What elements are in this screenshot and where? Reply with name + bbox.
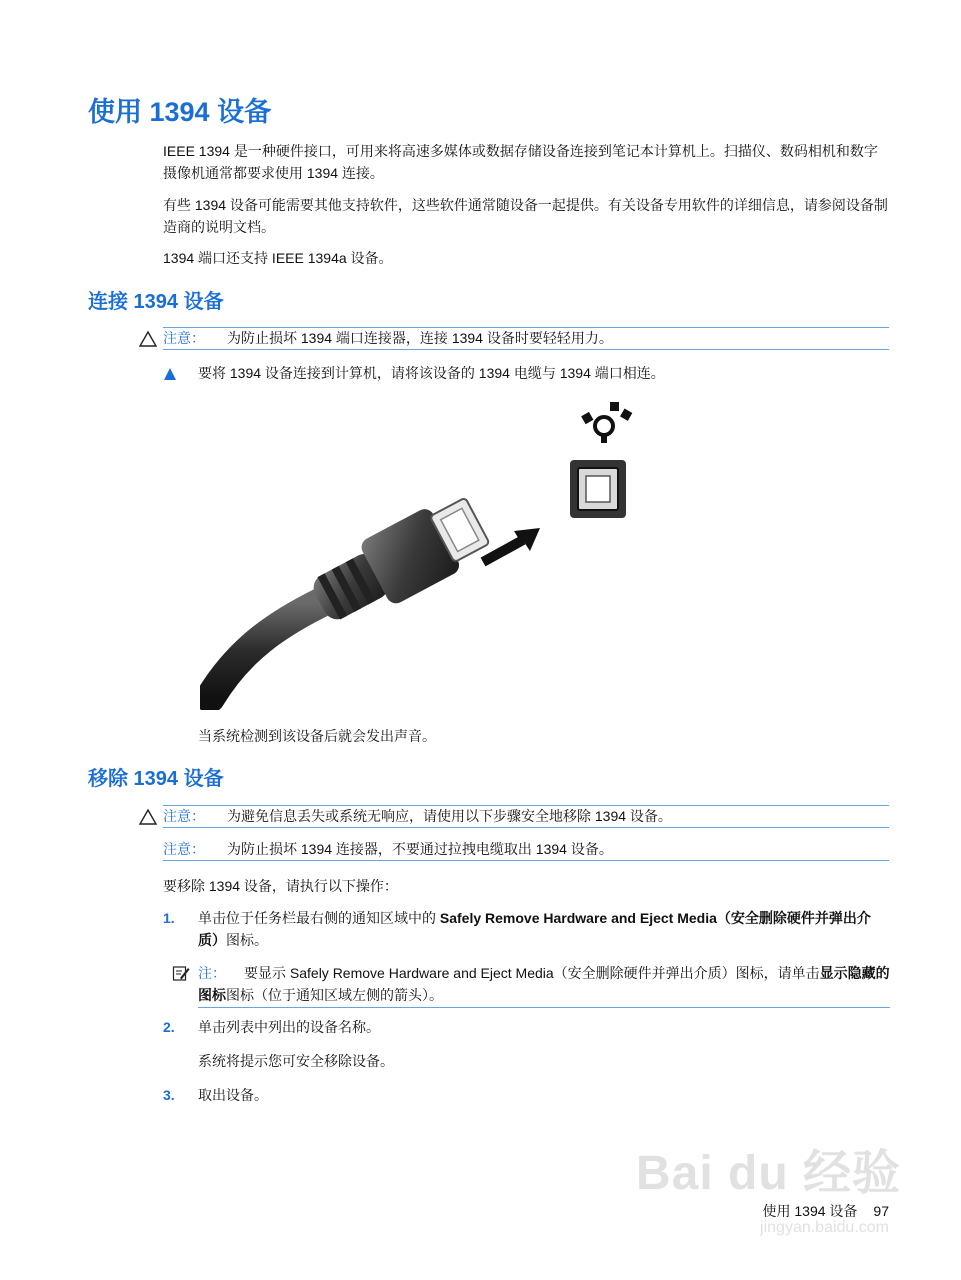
caution-text: 为防止损坏 1394 连接器，不要通过拉拽电缆取出 1394 设备。: [227, 841, 613, 857]
caution-triangle-icon: [139, 808, 157, 826]
step-1-text: [198, 907, 890, 951]
note-label: 注：: [198, 965, 226, 981]
baidu-watermark-url: jingyan.baidu.com: [760, 1219, 889, 1236]
step-2-text: 单击列表中列出的设备名称。: [198, 1019, 380, 1035]
page-number: 97: [873, 1203, 889, 1219]
intro-paragraph-2: 有些 1394 设备可能需要其他支持软件，这些软件通常随设备一起提供。有关设备专用软件的详细信息，请参阅设备制造商的说明文档。: [163, 197, 888, 235]
caution-label: 注意：: [163, 330, 205, 346]
section-heading-connect: 连接 1394 设备: [88, 291, 224, 313]
step-number: 2.: [163, 1019, 175, 1035]
footer-title: 使用 1394 设备: [762, 1203, 858, 1219]
caution-text: 为防止损坏 1394 端口连接器，连接 1394 设备时要轻轻用力。: [227, 330, 613, 346]
step-1-text-pre: 单击位于任务栏最右侧的通知区域中的: [198, 910, 440, 926]
caution-triangle-icon: [139, 330, 157, 348]
step-number: 3.: [163, 1087, 175, 1103]
baidu-watermark: Bai du 经验: [635, 1147, 901, 1200]
caution-label: 注意：: [163, 808, 205, 824]
intro-paragraph-3: 1394 端口还支持 IEEE 1394a 设备。: [163, 250, 393, 266]
remove-lead-text: 要移除 1394 设备，请执行以下操作：: [163, 878, 398, 894]
caution-remove-1: [163, 805, 889, 828]
connect-after-text: 当系统检测到该设备后就会发出声音。: [198, 728, 436, 744]
note-text-bold: 显示隐藏的图标: [198, 965, 890, 1003]
section-heading-remove: 移除 1394 设备: [88, 768, 224, 790]
caution-text: 为避免信息丢失或系统无响应，请使用以下步骤安全地移除 1394 设备。: [227, 808, 672, 824]
note-text-pre: 要显示 Safely Remove Hardware and Eject Media（安全删除硬件并弹出介质）图标，请单击: [244, 965, 820, 981]
step-1-text-post: 图标。: [226, 932, 268, 948]
page-title: 使用 1394 设备: [88, 97, 272, 127]
caution-remove-2: [163, 839, 889, 861]
connect-step-text: 要将 1394 设备连接到计算机，请将该设备的 1394 电缆与 1394 端口相连。: [198, 365, 665, 381]
step-2-subtext: 系统将提示您可安全移除设备。: [198, 1053, 394, 1069]
step-3-text: 取出设备。: [198, 1087, 268, 1103]
caution-label: 注意：: [163, 841, 205, 857]
note-pencil-icon: [172, 964, 190, 982]
note-text-post: 图标（位于通知区域左侧的箭头）。: [226, 987, 443, 1003]
firewire-connection-illustration: [200, 398, 640, 710]
step-1-text-bold: Safely Remove Hardware and Eject Media（安全删除硬件并弹出介质）: [198, 910, 871, 948]
step-number: 1.: [163, 910, 175, 926]
note-block: [198, 962, 890, 1008]
step-triangle-icon: [163, 367, 177, 381]
page-footer: [762, 1200, 889, 1222]
caution-connect: [163, 327, 889, 350]
intro-paragraph-1: IEEE 1394 是一种硬件接口，可用来将高速多媒体或数据存储设备连接到笔记本计算机上。扫描仪、数码相机和数字摄像机通常都要求使用 1394 连接。: [163, 143, 878, 181]
